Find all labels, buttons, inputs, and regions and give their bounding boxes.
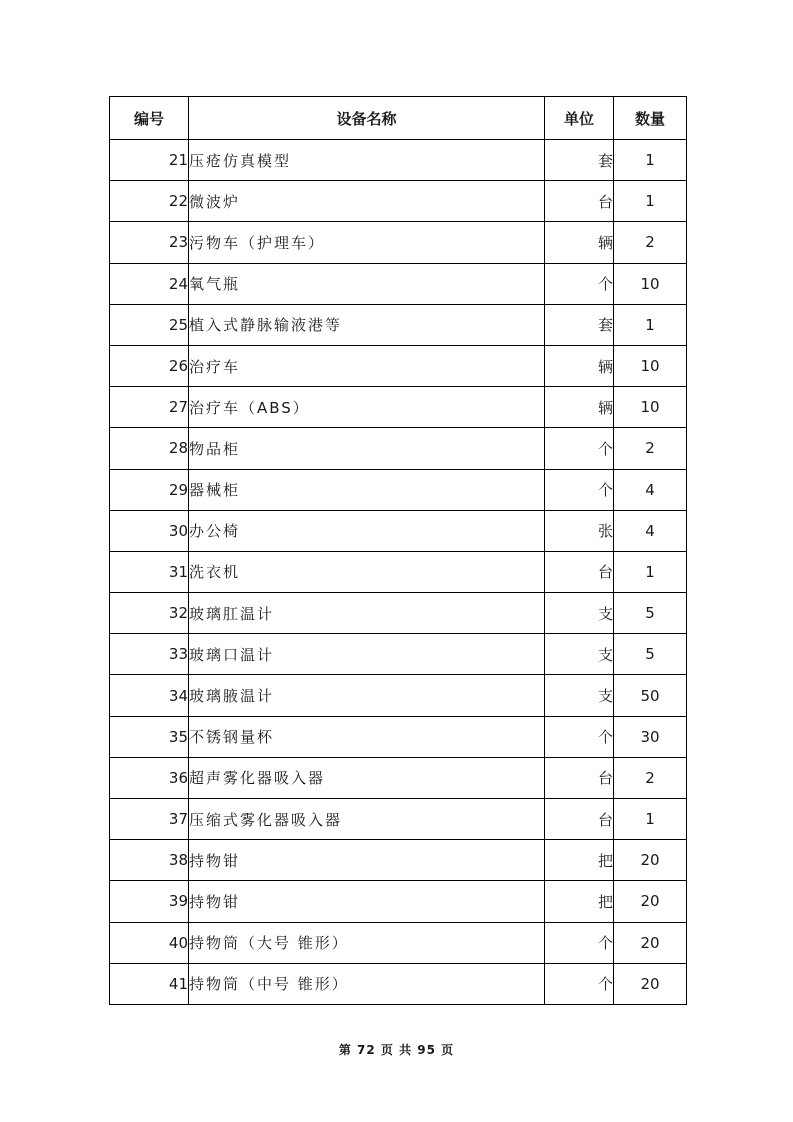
cell-quantity: 2: [614, 428, 687, 469]
cell-number: 39: [110, 881, 189, 922]
cell-equipment-name: 氧气瓶: [189, 263, 545, 304]
header-no: 编号: [110, 97, 189, 140]
cell-unit: 支: [545, 675, 614, 716]
page-number-text: 第 72 页 共 95 页: [338, 1043, 455, 1057]
cell-equipment-name: 器械柜: [189, 469, 545, 510]
header-qty: 数量: [614, 97, 687, 140]
cell-number: 29: [110, 469, 189, 510]
cell-quantity: 50: [614, 675, 687, 716]
table-row: [110, 304, 687, 345]
cell-unit: 台: [545, 551, 614, 592]
table-row: [110, 799, 687, 840]
cell-number: 27: [110, 387, 189, 428]
table-row: [110, 881, 687, 922]
cell-quantity: 4: [614, 510, 687, 551]
cell-unit: 台: [545, 799, 614, 840]
cell-unit: 把: [545, 840, 614, 881]
table-row: [110, 140, 687, 181]
cell-equipment-name: 植入式静脉输液港等: [189, 304, 545, 345]
cell-unit: 个: [545, 963, 614, 1004]
cell-quantity: 1: [614, 140, 687, 181]
cell-quantity: 1: [614, 551, 687, 592]
cell-unit: 个: [545, 469, 614, 510]
cell-equipment-name: 持物钳: [189, 881, 545, 922]
cell-number: 22: [110, 181, 189, 222]
cell-quantity: 20: [614, 922, 687, 963]
cell-number: 40: [110, 922, 189, 963]
cell-unit: 个: [545, 428, 614, 469]
cell-equipment-name: 压缩式雾化器吸入器: [189, 799, 545, 840]
cell-unit: 个: [545, 922, 614, 963]
page-footer: [0, 1041, 793, 1058]
cell-equipment-name: 压疮仿真模型: [189, 140, 545, 181]
cell-equipment-name: 治疗车: [189, 345, 545, 386]
table-row: [110, 963, 687, 1004]
cell-unit: 台: [545, 757, 614, 798]
cell-equipment-name: 不锈钢量杯: [189, 716, 545, 757]
equipment-table: [109, 96, 687, 1005]
cell-equipment-name: 玻璃肛温计: [189, 593, 545, 634]
cell-number: 33: [110, 634, 189, 675]
cell-quantity: 20: [614, 840, 687, 881]
cell-quantity: 20: [614, 881, 687, 922]
cell-quantity: 1: [614, 181, 687, 222]
cell-unit: 个: [545, 263, 614, 304]
cell-number: 37: [110, 799, 189, 840]
table-row: [110, 263, 687, 304]
cell-equipment-name: 污物车（护理车）: [189, 222, 545, 263]
table-row: [110, 469, 687, 510]
table-row: [110, 222, 687, 263]
cell-equipment-name: 超声雾化器吸入器: [189, 757, 545, 798]
cell-quantity: 5: [614, 593, 687, 634]
cell-unit: 支: [545, 634, 614, 675]
cell-unit: 辆: [545, 387, 614, 428]
cell-unit: 把: [545, 881, 614, 922]
table-row: [110, 428, 687, 469]
table-row: [110, 593, 687, 634]
table-row: [110, 634, 687, 675]
cell-number: 25: [110, 304, 189, 345]
cell-number: 23: [110, 222, 189, 263]
cell-number: 35: [110, 716, 189, 757]
cell-number: 24: [110, 263, 189, 304]
cell-unit: 张: [545, 510, 614, 551]
table-header: [110, 97, 687, 140]
cell-unit: 辆: [545, 345, 614, 386]
cell-number: 36: [110, 757, 189, 798]
cell-unit: 支: [545, 593, 614, 634]
table-row: [110, 345, 687, 386]
cell-equipment-name: 持物筒（大号 锥形）: [189, 922, 545, 963]
cell-equipment-name: 治疗车（ABS）: [189, 387, 545, 428]
cell-unit: 辆: [545, 222, 614, 263]
header-name: 设备名称: [189, 97, 545, 140]
cell-equipment-name: 物品柜: [189, 428, 545, 469]
table-body: [110, 140, 687, 1005]
cell-equipment-name: 持物钳: [189, 840, 545, 881]
cell-equipment-name: 持物筒（中号 锥形）: [189, 963, 545, 1004]
cell-number: 26: [110, 345, 189, 386]
cell-unit: 套: [545, 304, 614, 345]
table-row: [110, 510, 687, 551]
cell-unit: 台: [545, 181, 614, 222]
cell-number: 30: [110, 510, 189, 551]
cell-number: 31: [110, 551, 189, 592]
cell-number: 34: [110, 675, 189, 716]
table-row: [110, 181, 687, 222]
header-row: [110, 97, 687, 140]
cell-quantity: 5: [614, 634, 687, 675]
cell-quantity: 2: [614, 222, 687, 263]
cell-quantity: 4: [614, 469, 687, 510]
cell-number: 41: [110, 963, 189, 1004]
cell-quantity: 2: [614, 757, 687, 798]
cell-unit: 套: [545, 140, 614, 181]
cell-number: 28: [110, 428, 189, 469]
cell-equipment-name: 微波炉: [189, 181, 545, 222]
table-row: [110, 551, 687, 592]
cell-quantity: 1: [614, 304, 687, 345]
table-row: [110, 387, 687, 428]
cell-quantity: 10: [614, 263, 687, 304]
table-row: [110, 922, 687, 963]
cell-quantity: 30: [614, 716, 687, 757]
cell-equipment-name: 洗衣机: [189, 551, 545, 592]
cell-equipment-name: 玻璃口温计: [189, 634, 545, 675]
cell-quantity: 10: [614, 345, 687, 386]
cell-equipment-name: 办公椅: [189, 510, 545, 551]
cell-equipment-name: 玻璃腋温计: [189, 675, 545, 716]
table-row: [110, 675, 687, 716]
table-row: [110, 757, 687, 798]
cell-number: 38: [110, 840, 189, 881]
cell-number: 21: [110, 140, 189, 181]
table-row: [110, 716, 687, 757]
cell-quantity: 20: [614, 963, 687, 1004]
table-row: [110, 840, 687, 881]
cell-quantity: 10: [614, 387, 687, 428]
cell-quantity: 1: [614, 799, 687, 840]
header-unit: 单位: [545, 97, 614, 140]
cell-unit: 个: [545, 716, 614, 757]
cell-number: 32: [110, 593, 189, 634]
